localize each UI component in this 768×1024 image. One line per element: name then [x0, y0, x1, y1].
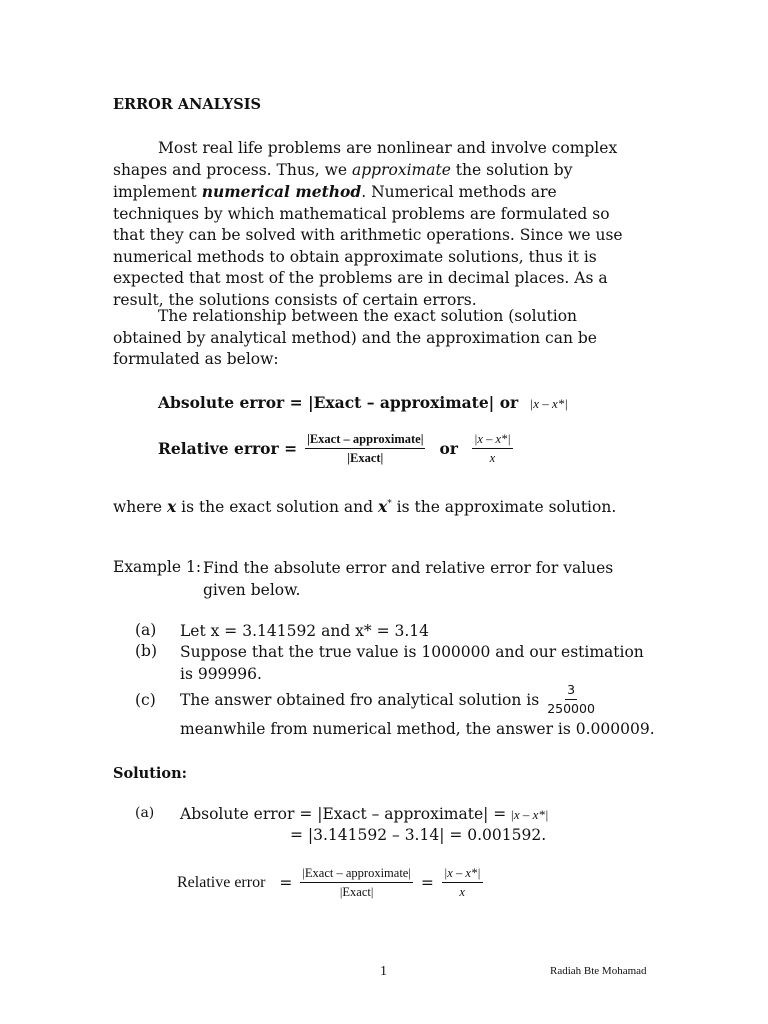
where-sentence	[113, 494, 616, 519]
relative-error-fraction	[305, 432, 425, 465]
example-item-c-continuation: meanwhile from numerical method, the answer is 0.000009.	[180, 720, 655, 738]
solution-absolute-error-formula: |x – x*|	[510, 807, 549, 822]
relative-error-or: or	[439, 439, 458, 458]
relative-error-definition	[158, 432, 513, 465]
intro-text-3: . Numerical methods are techniques by which mathematical problems are formulated so that they can be solved with arithmetic operations. Since we use numerical methods to obtain approximate solutions, thus it is expected that most of the problems are in decimal places. As a result, the solutions consists of certain errors.	[113, 183, 623, 309]
where-text-1: where	[113, 498, 167, 517]
absolute-error-definition	[158, 393, 568, 412]
solution-relative-error-label: Relative error	[177, 873, 266, 891]
solution-absolute-error-line	[180, 804, 548, 826]
intro-text-2: the solution by implement	[113, 160, 573, 201]
solution-equals-2: =	[420, 873, 434, 892]
intro-emphasis-approximate: approximate	[352, 160, 451, 179]
absolute-error-formula: |x – x*|	[529, 396, 568, 411]
where-x-star: x	[377, 497, 388, 517]
where-x: x	[166, 497, 177, 517]
solution-relative-error-numerator: |Exact – approximate|	[300, 866, 412, 883]
example-item-c-fraction	[547, 683, 595, 716]
solution-formula-denominator: x	[459, 885, 465, 899]
example-item-c-numerator: 3	[565, 683, 577, 700]
relative-error-label: Relative error =	[158, 439, 298, 458]
author-footer: Radiah Bte Mohamad	[550, 965, 647, 977]
solution-relative-error-fraction	[300, 866, 412, 899]
absolute-error-label: Absolute error = |Exact – approximate| or	[158, 393, 519, 412]
relationship-paragraph: The relationship between the exact solution (solution obtained by analytical method) and the approximation can be formulated as below:	[113, 307, 597, 368]
example-item-text: Suppose that the true value is 1000000 and our estimation is 999996.	[180, 643, 644, 683]
relative-error-formula-numerator: |x – x*|	[472, 432, 513, 449]
page-title: ERROR ANALYSIS	[113, 96, 261, 113]
solution-relative-error	[177, 866, 483, 899]
relative-error-formula-fraction	[472, 432, 513, 465]
example-item-c-denominator: 250000	[547, 701, 595, 716]
example-item-mark: (c)	[135, 691, 156, 709]
intro-emphasis-numerical-method: numerical method	[201, 182, 362, 201]
example-item-text: The answer obtained fro analytical solution is	[180, 690, 540, 709]
solution-absolute-error-value: = |3.141592 – 3.14| = 0.001592.	[290, 826, 547, 844]
solution-item-mark: (a)	[135, 805, 155, 821]
example-item-c	[180, 683, 595, 716]
solution-relative-error-denominator: |Exact|	[339, 885, 374, 899]
where-star: *	[387, 499, 392, 509]
where-text-3: is the approximate solution.	[391, 498, 617, 517]
relative-error-formula-denominator: x	[489, 451, 496, 465]
example-label: Example 1:	[113, 558, 202, 576]
solution-equals: =	[279, 873, 293, 892]
example-item-mark: (a)	[135, 621, 157, 639]
example-item-text: Let x = 3.141592 and x* = 3.14	[180, 622, 430, 640]
intro-paragraph	[113, 138, 643, 311]
page-number: 1	[380, 964, 387, 979]
solution-label: Solution:	[113, 765, 187, 782]
example-text: Find the absolute error and relative error for values given below.	[203, 559, 614, 599]
relative-error-denominator: |Exact|	[347, 451, 384, 465]
where-text-2: is the exact solution and	[176, 498, 378, 517]
intro-text-1: Most real life problems are nonlinear and involve complex shapes and process. Thus, we	[113, 139, 618, 179]
solution-absolute-error-text: Absolute error = |Exact – approximate| =	[180, 805, 507, 823]
solution-relative-error-formula-fraction	[442, 866, 483, 899]
relative-error-numerator: |Exact – approximate|	[305, 432, 425, 449]
example-item-mark: (b)	[135, 642, 158, 660]
solution-formula-numerator: |x – x*|	[442, 866, 483, 883]
